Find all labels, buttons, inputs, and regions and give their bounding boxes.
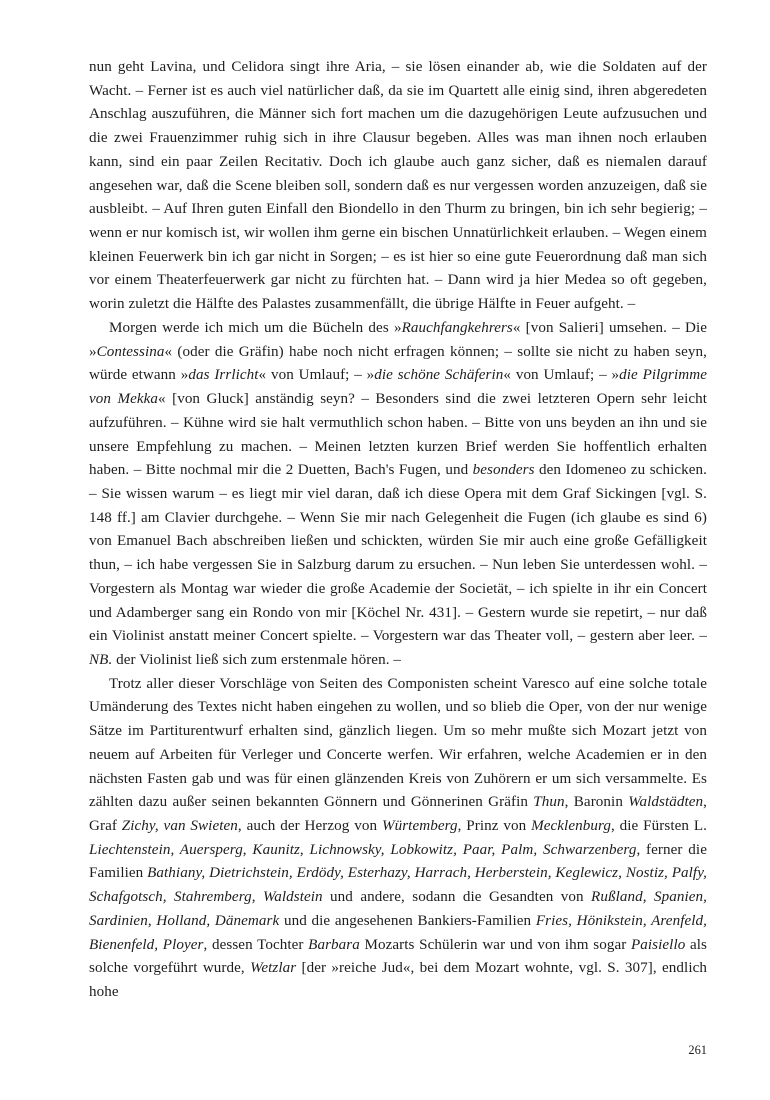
italic-run: Rußland, Spanien, Sardinien, Holland, Dänemark <box>89 889 707 929</box>
page-number: 261 <box>688 1043 707 1057</box>
italic-run: Waldstädten <box>628 794 704 811</box>
paragraph <box>89 317 707 673</box>
italic-run: Würtemberg <box>381 818 458 834</box>
paragraph <box>89 56 707 317</box>
text-run: , Prinz von <box>457 818 532 834</box>
text-run: , auch der Herzog von <box>237 818 382 834</box>
text-run: den Idomeneo zu schicken. – Sie wissen warum – es liegt mir viel daran, daß ich diese Opera mit dem Graf Sickingen [vgl. S. 148 ff.] am Clavier durchgehe. – Wenn Sie mir nach Gelegenheit die Fugen (ich glaube es sind 6) von Emanuel Bach abschreiben ließen und schickten, würden Sie mir auch eine große Gefälligkeit thun, – ich habe vergessen Sie in Salzburg darum zu ersuchen. – Nun leben Sie unterdessen wohl. – Vorgestern als Montag war wieder die große Academie der Societät, – ich spielte in ihr ein Concert und Adamberger sang ein Rondo von mir [Köchel Nr. 431]. – Gestern wurde sie repetirt, – nur daß ein Violinist anstatt meiner Concert spielte. – Vorgestern war das Theater voll, – gestern aber leer. – <box>89 462 707 645</box>
text-run: « von Umlauf; – » <box>258 367 375 384</box>
italic-run: die schöne Schäferin <box>374 367 504 384</box>
text-run: und die angesehenen Bankiers-Familien <box>279 912 536 929</box>
italic-run: Fries, Hönikstein, Arenfeld, Bienenfeld, Ployer <box>89 912 707 953</box>
text-run: « (oder die Gräfin) habe noch nicht erfragen können; – sollte sie nicht zu haben seyn, würde etwann » <box>89 343 707 384</box>
text-run: [der »reiche Jud«, bei dem Mozart wohnte, vgl. S. 307], endlich hohe <box>89 960 707 1001</box>
italic-run: Wetzlar <box>250 960 297 977</box>
text-run: , Baronin <box>564 794 629 811</box>
text-run: , dessen Tochter <box>203 936 309 953</box>
text-run: « [von Gluck] anständig seyn? – Besonders sind die zwei letzteren Opern sehr leicht aufzuführen. – Kühne wird sie halt vermuthlich schon haben. – Bitte von uns beyden an ihn und sie unsere Empfehlung zu machen. – Meinen letzten kurzen Brief werden Sie hoffentlich erhalten haben. – Bitte nochmal mir die 2 Duetten, Bach's Fugen, und <box>89 391 707 479</box>
text-run: Mozarts Schülerin war und von ihm sogar <box>359 936 631 953</box>
italic-run: das Irrlicht <box>188 367 259 384</box>
paragraph <box>89 673 707 1005</box>
body-text-column <box>89 56 707 1005</box>
text-run: und andere, sodann die Gesandten von <box>322 889 592 906</box>
italic-run: Liechtenstein, Auersperg, Kaunitz, Lichnowsky, Lobkowitz, Paar, Palm, Schwarzenberg <box>89 841 637 858</box>
text-run: , die Fürsten L. <box>610 818 707 834</box>
italic-run: Thun <box>533 794 565 811</box>
text-run: der Violinist ließ sich zum erstenmale hören. – <box>112 651 402 668</box>
italic-run: besonders <box>472 462 535 479</box>
text-run: nun geht Lavina, und Celidora singt ihre Aria, – sie lösen einander ab, wie die Soldaten auf der Wacht. – Ferner ist es auch viel natürlicher daß, da sie im Quartett alle einig sind, ihren abgeredeten Anschlag auszuführen, die Männer sich fort machen um die dazugehörigen Leute aufzusuchen und die zwei Frauenzimmer ruhig sich in ihre Clausur begeben. Alles was man ihnen noch erlauben kann, sind ein paar Zeilen Recitativ. Doch ich glaube auch ganz sicher, daß es niemalen darauf angesehen war, daß die Scene bleiben soll, sondern daß es nur vergessen worden anzuzeigen, daß sie ausbleibt. – Auf Ihren guten Einfall den Biondello in den Thurm zu bringen, bin ich sehr begierig; – wenn er nur komisch ist, wir wollen ihm gerne ein bischen Unnatürlichkeit erlauben. – Wegen einem kleinen Feuerwerk bin ich gar nicht in Sorgen; – es ist hier so eine gute Feuerordnung daß man sich vor einem Theaterfeuerwerk gar nicht zu fürchten hat. – Dann wird ja hier Medea so oft gegeben, worin zuletzt die Hälfte des Palastes zusammenfällt, die übrige Hälfte in Feuer aufgeht. – <box>89 59 707 313</box>
text-run: Trotz aller dieser Vorschläge von Seiten des Componisten scheint Varesco auf eine solche totale Umänderung des Textes nicht haben eingehen zu wollen, und so blieb die Oper, von der nur wenige Sätze im Partiturentwurf erhalten sind, gänzlich liegen. Um so mehr mußte sich Mozart jetzt von neuem auf Arbeiten für Verleger und Concerte werfen. Wir erfahren, welche Academien er in den nächsten Fasten gab und was für einen glänzenden Kreis von Zuhörern er um sich versammelte. Es zählten dazu außer seinen bekannten Gönnern und Gönnerinen Gräfin <box>89 675 707 811</box>
text-run: « von Umlauf; – » <box>503 367 620 384</box>
italic-run: Rauchfangkehrers <box>401 319 513 336</box>
italic-run: die Pilgrimme von Mekka <box>89 367 707 408</box>
italic-run: Mecklenburg <box>531 818 611 834</box>
italic-run: Bathiany, Dietrichstein, Erdödy, Esterhazy, Harrach, Herberstein, Keglewicz, Nostiz, Palfy, Schafgotsch, Stahremberg, Waldstein <box>89 865 707 906</box>
text-run: , ferner die Familien <box>89 841 707 882</box>
italic-run: Barbara <box>308 936 360 953</box>
text-run: , Graf <box>89 794 708 834</box>
text-run: als solche vorgeführt wurde, <box>89 936 707 977</box>
italic-run: Paisiello <box>631 936 686 953</box>
text-run: « [von Salieri] umsehen. – Die » <box>89 319 707 360</box>
italic-run: Zichy, van Swieten <box>121 818 238 834</box>
italic-run: NB. <box>89 651 113 668</box>
italic-run: Contessina <box>96 343 165 360</box>
text-run: Morgen werde ich mich um die Bücheln des » <box>109 319 402 336</box>
